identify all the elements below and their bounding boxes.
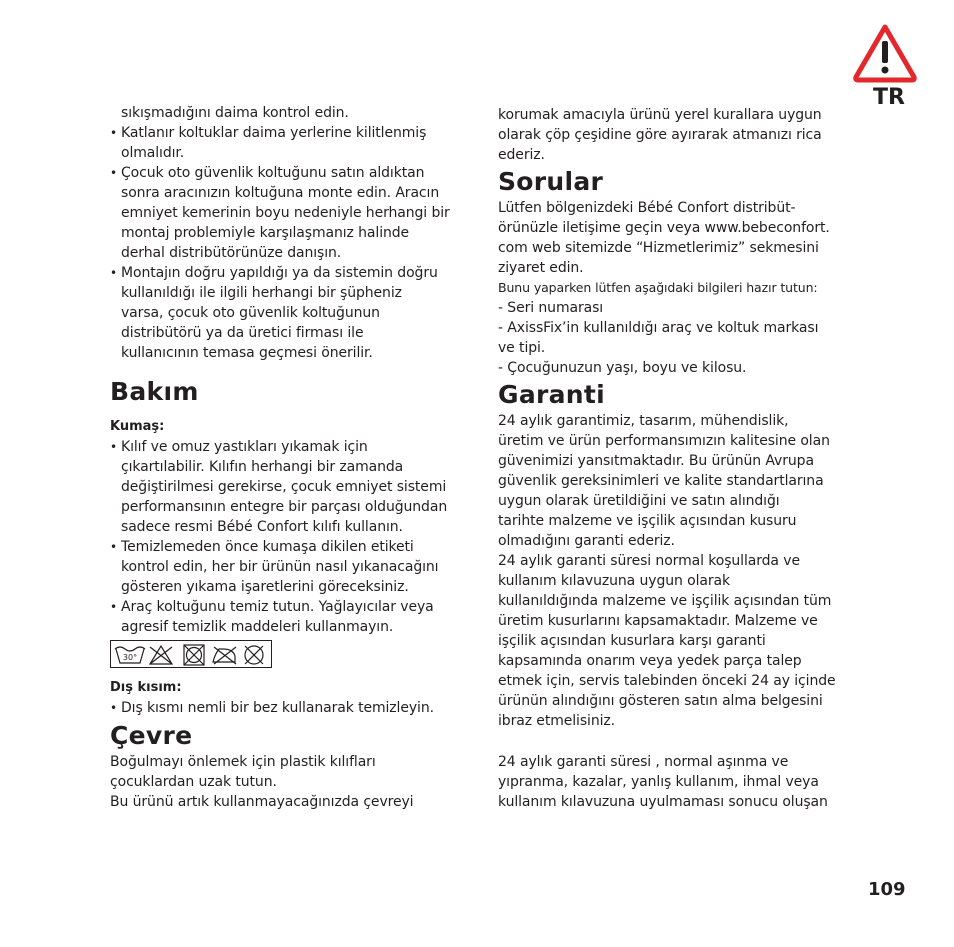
paragraph-line: 24 aylık garantimiz, tasarım, mühendislik, xyxy=(498,413,789,429)
paragraph-line: ziyaret edin. xyxy=(498,260,584,276)
paragraph-line: kullanıldığı ile ilgili herhangi bir şüpheniz xyxy=(121,285,402,301)
paragraph-line: kontrol edin, her bir ürünün nasıl yıkanacağını xyxy=(121,559,439,575)
paragraph-line: emniyet kemerinin boyu nedeniyle herhangi bir xyxy=(121,205,450,221)
paragraph-line: tarihte malzeme ve işçilik açısından kusuru xyxy=(498,513,797,529)
paragraph-line: çıkartılabilir. Kılıfın herhangi bir zamanda xyxy=(121,459,404,475)
wash-30-icon xyxy=(115,647,145,663)
paragraph-line: işçilik açısından kusurlara karşı garanti xyxy=(498,633,766,649)
paragraph-line: 24 aylık garanti süresi , normal aşınma ve xyxy=(498,754,789,770)
list-item: ve tipi. xyxy=(498,340,546,356)
paragraph-line: etmek için, servis talebinden önceki 24 ay içinde xyxy=(498,673,836,689)
paragraph-line: performansının entegre bir parçası olduğundan xyxy=(121,499,448,515)
no-dry-clean-icon xyxy=(245,646,263,664)
paragraph-line: örünüzle iletişime geçin veya www.bebeconfort. xyxy=(498,220,830,236)
list-item: - Çocuğunuzun yaşı, boyu ve kilosu. xyxy=(498,360,747,376)
paragraph-line: sonra aracınızın koltuğuna monte edin. Aracın xyxy=(121,185,440,201)
paragraph-line: varsa, çocuk oto güvenlik koltuğunun xyxy=(121,305,380,321)
paragraph-line: ürünün alındığını gösteren satın alma belgesini xyxy=(498,693,823,709)
paragraph-line: com web sitemizde “Hizmetlerimiz” sekmesini xyxy=(498,240,819,256)
paragraph-line: 24 aylık garanti süresi normal koşullarda ve xyxy=(498,553,800,569)
bullet-marker: • xyxy=(110,266,118,280)
paragraph-line: kullanım kılavuzuna uyulmaması sonucu oluşan xyxy=(498,794,828,810)
paragraph-line: distribütörü ya da üretici firması ile xyxy=(121,325,364,341)
paragraph-line: kullanıcının temasa geçmesi önerilir. xyxy=(121,345,373,361)
paragraph-line: Lütfen bölgenizdeki Bébé Confort distribüt- xyxy=(498,200,796,216)
paragraph-line: Araç koltuğunu temiz tutun. Yağlayıcılar veya xyxy=(121,599,434,615)
paragraph-line: Boğulmayı önlemek için plastik kılıfları xyxy=(110,754,376,770)
section-title-bakim: Bakım xyxy=(110,377,199,406)
paragraph-line: üretim ve ürün performansımızın kalitesine olan xyxy=(498,433,830,449)
bullet-marker: • xyxy=(110,600,118,614)
care-symbols-box xyxy=(110,640,272,668)
bullet-marker: • xyxy=(110,126,118,140)
paragraph-line: kapsamında onarım veya yedek parça talep xyxy=(498,653,802,669)
paragraph-line: güvenlik gereksinimleri ve kalite standartlarına xyxy=(498,473,824,489)
paragraph-line: agresif temizlik maddeleri kullanmayın. xyxy=(121,619,394,635)
paragraph-line: Dış kısmı nemli bir bez kullanarak temizleyin. xyxy=(121,700,434,716)
paragraph-line: korumak amacıyla ürünü yerel kurallara uygun xyxy=(498,107,822,123)
bullet-marker: • xyxy=(110,701,118,715)
paragraph-line: olarak çöp çeşidine göre ayırarak atmanızı rica xyxy=(498,127,822,143)
no-iron-icon xyxy=(213,647,236,664)
page-number: 109 xyxy=(868,879,906,900)
paragraph-line: kullanım kılavuzuna uygun olarak xyxy=(498,573,731,589)
paragraph-line: gösteren yıkama işaretlerini göreceksiniz. xyxy=(121,579,409,595)
paragraph-line: Bunu yaparken lütfen aşağıdaki bilgileri hazır tutun: xyxy=(498,280,818,295)
paragraph-line: olmadığını garanti ederiz. xyxy=(498,533,675,549)
paragraph-line: yıpranma, kazalar, yanlış kullanım, ihmal veya xyxy=(498,774,819,790)
list-item: - Seri numarası xyxy=(498,300,604,316)
paragraph-line: ibraz etmelisiniz. xyxy=(498,713,615,729)
paragraph-line: çocuklardan uzak tutun. xyxy=(110,774,277,790)
paragraph-line: ederiz. xyxy=(498,147,545,163)
paragraph-line: değiştirilmesi gerekirse, çocuk emniyet sistemi xyxy=(121,479,447,495)
no-bleach-icon xyxy=(150,646,172,664)
paragraph-line: Kılıf ve omuz yastıkları yıkamak için xyxy=(121,439,368,455)
no-tumble-dry-icon xyxy=(184,645,204,665)
paragraph-line: uygun olarak üretildiğini ve satın alındığı xyxy=(498,493,780,509)
paragraph-line: sıkışmadığını daima kontrol edin. xyxy=(121,105,349,121)
language-code: TR xyxy=(873,85,905,110)
section-title-garanti: Garanti xyxy=(498,380,606,409)
paragraph-line: güvenimizi yansıtmaktadır. Bu ürünün Avrupa xyxy=(498,453,814,469)
wash-temperature: 30° xyxy=(122,653,138,662)
subsection-title-dis-kisim: Dış kısım: xyxy=(110,680,182,695)
list-item: - AxissFix’in kullanıldığı araç ve koltuk markası xyxy=(498,320,819,336)
bullet-marker: • xyxy=(110,540,118,554)
subsection-title-kumas: Kumaş: xyxy=(110,419,165,434)
paragraph-line: Katlanır koltuklar daima yerlerine kilitlenmiş xyxy=(121,125,427,141)
bullet-marker: • xyxy=(110,440,118,454)
section-title-sorular: Sorular xyxy=(498,167,604,196)
warning-triangle-icon xyxy=(852,23,918,83)
paragraph-line: Montajın doğru yapıldığı ya da sistemin doğru xyxy=(121,265,438,281)
section-title-cevre: Çevre xyxy=(110,721,193,750)
paragraph-line: Temizlemeden önce kumaşa dikilen etiketi xyxy=(121,539,414,555)
paragraph-line: montaj problemiyle karşılaşmanız halinde xyxy=(121,225,410,241)
paragraph-line: Çocuk oto güvenlik koltuğunu satın aldıktan xyxy=(121,165,425,181)
paragraph-line: derhal distribütörünüze danışın. xyxy=(121,245,342,261)
paragraph-line: sadece resmi Bébé Confort kılıfı kullanın. xyxy=(121,519,403,535)
paragraph-line: Bu ürünü artık kullanmayacağınızda çevreyi xyxy=(110,794,414,810)
paragraph-line: üretim kusurlarını kapsamaktadır. Malzeme ve xyxy=(498,613,818,629)
bullet-marker: • xyxy=(110,166,118,180)
paragraph-line: kullanıldığında malzeme ve işçilik açısından tüm xyxy=(498,593,832,609)
paragraph-line: olmalıdır. xyxy=(121,145,185,161)
